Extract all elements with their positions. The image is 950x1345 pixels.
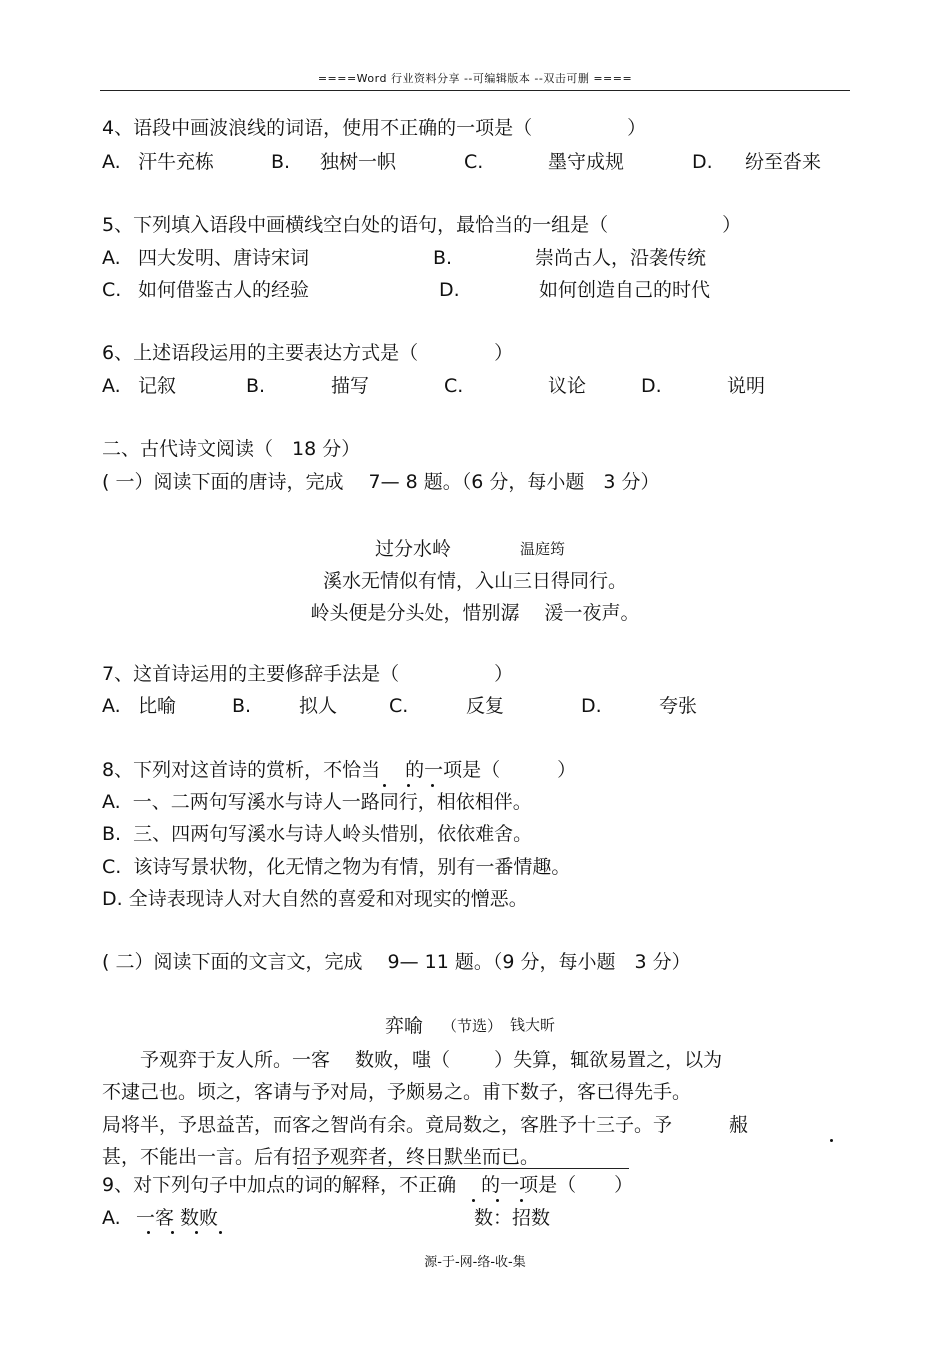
emphasis-dot	[830, 1139, 833, 1142]
q9-stem: 9、对下列句子中加点的词的解释，不正确 的一项是（ ）	[102, 1174, 634, 1196]
essay-line-4: 甚，不能出一言。后有招予观弈者，终日默坐而已。	[102, 1146, 540, 1168]
q5-option-a-letter: A.	[102, 247, 121, 269]
q7-option-d-text: 夸张	[659, 695, 698, 717]
emphasis-dot	[496, 1199, 499, 1202]
page-footer: 源-于-网-络-收-集	[424, 1255, 526, 1270]
q7-option-a-text: 比喻	[138, 695, 177, 717]
q6-option-d-text: 说明	[727, 375, 766, 397]
emphasis-dot	[383, 784, 386, 787]
emphasis-dot	[171, 1231, 174, 1234]
q4-option-a-text: 汗牛充栋	[138, 151, 215, 173]
q4-option-b-text: 独树一帜	[320, 151, 397, 173]
q6-stem: 6、上述语段运用的主要表达方式是（ ）	[102, 342, 514, 364]
emphasis-dot	[195, 1231, 198, 1234]
page-header: ====Word 行业资料分享 --可编辑版本 --双击可删 ====	[317, 72, 633, 85]
q8-option-a: A. 一、二两句写溪水与诗人一路同行，相依相伴。	[102, 791, 532, 813]
q7-stem: 7、这首诗运用的主要修辞手法是（ ）	[102, 663, 514, 685]
part2-heading: ( 二）阅读下面的文言文，完成 9— 11 题。（9 分，每小题 3 分）	[102, 951, 691, 973]
q7-option-c-letter: C.	[389, 695, 409, 717]
essay-author: 钱大昕	[510, 1016, 556, 1034]
essay-line-1: 予观弈于友人所。一客 数败，嗤（ ）失算，辄欲易置之，以为	[102, 1049, 723, 1071]
essay-note: （节选）	[442, 1017, 503, 1035]
q5-option-b-text: 崇尚古人，沿袭传统	[535, 247, 707, 269]
poem-line-2: 岭头便是分头处，惜别潺 湲一夜声。	[310, 602, 640, 624]
q5-option-d-letter: D.	[439, 279, 460, 301]
poem-line-1: 溪水无情似有情，入山三日得同行。	[322, 570, 627, 592]
q6-option-b-text: 描写	[331, 375, 370, 397]
q8-option-b: B. 三、四两句写溪水与诗人岭头惜别，依依难舍。	[102, 823, 533, 845]
q8-option-c: C. 该诗写景状物，化无情之物为有情，别有一番情趣。	[102, 856, 571, 878]
q7-option-b-letter: B.	[232, 695, 252, 717]
essay-line-2: 不逮己也。顷之，客请与予对局，予颇易之。甫下数子，客已得先手。	[102, 1081, 692, 1103]
q4-option-b-letter: B.	[271, 151, 291, 173]
q5-stem: 5、下列填入语段中画横线空白处的语句，最恰当的一组是（ ）	[102, 214, 742, 236]
q6-option-a-text: 记叙	[138, 375, 177, 397]
q9-option-a-letter: A.	[102, 1207, 121, 1229]
emphasis-dot	[431, 784, 434, 787]
q5-option-c-letter: C.	[102, 279, 122, 301]
q6-option-d-letter: D.	[641, 375, 662, 397]
emphasis-dot	[472, 1199, 475, 1202]
q8-option-d: D. 全诗表现诗人对大自然的喜爱和对现实的憎恶。	[102, 888, 528, 910]
essay-line-3: 局将半，予思益苦，而客之智尚有余。竟局数之，客胜予十三子。予 赧	[102, 1114, 749, 1136]
q7-option-b-text: 拟人	[299, 695, 338, 717]
header-rule	[100, 90, 850, 91]
poem-author: 温庭筠	[520, 540, 566, 558]
q4-option-a-letter: A.	[102, 151, 121, 173]
poem-title: 过分水岭	[375, 538, 452, 560]
q5-option-b-letter: B.	[433, 247, 453, 269]
q5-option-a-text: 四大发明、唐诗宋词	[138, 247, 310, 269]
q8-stem: 8、下列对这首诗的赏析，不恰当 的一项是（ ）	[102, 759, 577, 781]
essay-title: 弈喻	[385, 1015, 424, 1037]
part1-heading: ( 一）阅读下面的唐诗，完成 7— 8 题。（6 分，每小题 3 分）	[102, 471, 660, 493]
emphasis-dot	[520, 1199, 523, 1202]
q6-option-c-text: 议论	[548, 375, 587, 397]
q6-option-c-letter: C.	[444, 375, 464, 397]
q9-option-a-gloss: 数：招数	[474, 1207, 551, 1229]
q5-option-d-text: 如何创造自己的时代	[539, 279, 711, 301]
q4-option-c-text: 墨守成规	[548, 151, 625, 173]
emphasis-dot	[147, 1231, 150, 1234]
q4-option-d-letter: D.	[692, 151, 713, 173]
q4-option-d-text: 纷至沓来	[745, 151, 822, 173]
q7-option-a-letter: A.	[102, 695, 121, 717]
q4-stem: 4、语段中画波浪线的词语，使用不正确的一项是（ ）	[102, 117, 647, 139]
q6-option-b-letter: B.	[246, 375, 266, 397]
q9-option-a-text: 一客 数败	[136, 1207, 219, 1229]
q7-option-c-text: 反复	[466, 695, 505, 717]
q4-option-c-letter: C.	[464, 151, 484, 173]
q5-option-c-text: 如何借鉴古人的经验	[138, 279, 310, 301]
section-title: 二、古代诗文阅读（ 18 分）	[102, 438, 361, 460]
emphasis-dot	[219, 1231, 222, 1234]
essay-underline	[297, 1168, 629, 1169]
q7-option-d-letter: D.	[581, 695, 602, 717]
emphasis-dot	[407, 784, 410, 787]
q6-option-a-letter: A.	[102, 375, 121, 397]
